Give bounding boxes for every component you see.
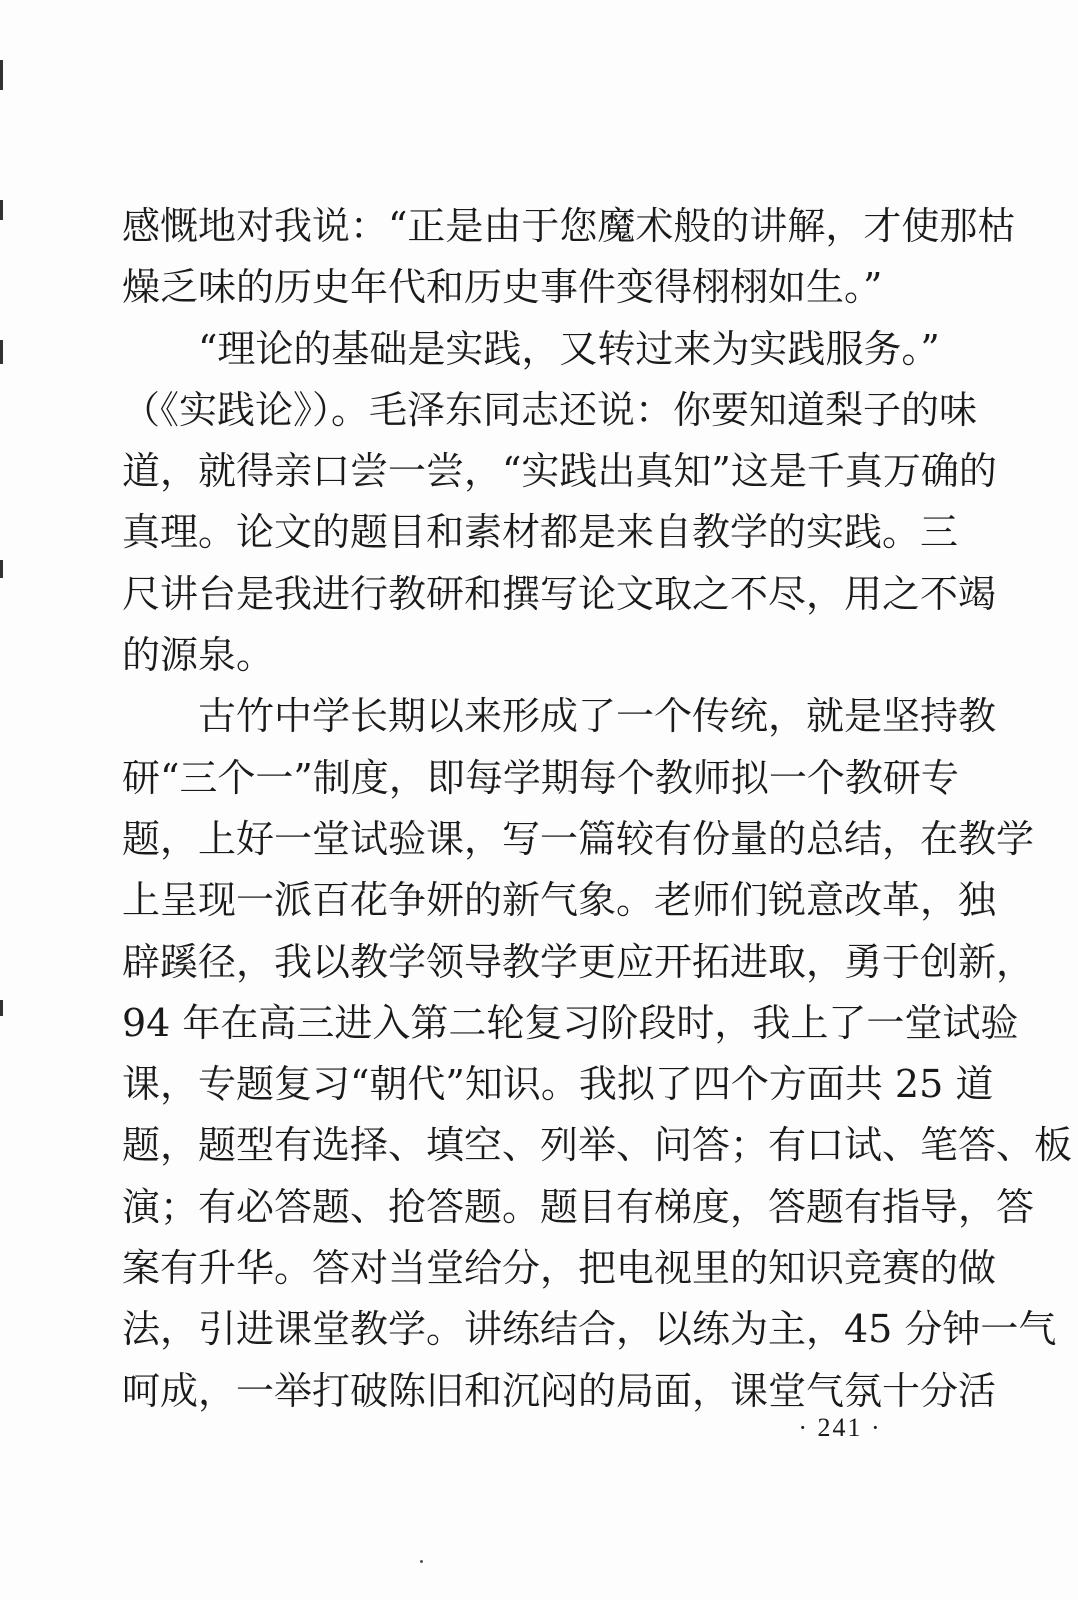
text-line: 真理。论文的题目和素材都是来自教学的实践。三	[122, 510, 959, 555]
text-line: 道，就得亲口尝一尝，“实践出真知”这是千真万确的	[122, 449, 997, 494]
text-line: 研“三个一”制度，即每学期每个教师拟一个教研专	[122, 755, 959, 800]
text-line: 燥乏味的历史年代和历史事件变得栩栩如生。”	[122, 265, 883, 310]
text-line: 感慨地对我说：“正是由于您魔术般的讲解，才使那枯	[122, 204, 1016, 248]
text-line: 尺讲台是我进行教研和撰写论文取之不尽，用之不竭	[122, 571, 997, 616]
scan-edge-mark	[0, 340, 3, 364]
text-line: 演；有必答题、抢答题。题目有梯度，答题有指导，答	[122, 1184, 1035, 1229]
text-line: 的源泉。	[122, 633, 275, 678]
scan-edge-mark	[0, 60, 3, 90]
scan-edge-mark	[0, 1000, 3, 1016]
page-number: · 241 ·	[798, 1413, 882, 1442]
text-line: 94 年在高三进入第二轮复习阶段时，我上了一堂试验	[122, 1000, 1019, 1045]
scan-speck	[420, 1560, 423, 1563]
text-line: 上呈现一派百花争妍的新气象。老师们锐意改革，独	[122, 878, 997, 923]
text-line: 辟蹊径，我以教学领导教学更应开拓进取，勇于创新，	[122, 939, 1035, 984]
text-line: 呵成，一举打破陈旧和沉闷的局面，课堂气氛十分活	[122, 1368, 997, 1413]
body-text	[122, 196, 1073, 1422]
scan-edge-mark	[0, 560, 3, 578]
text-line: “理论的基础是实践，又转过来为实践服务。”	[122, 326, 940, 371]
text-line: 题，题型有选择、填空、列举、问答；有口试、笔答、板	[122, 1123, 1073, 1168]
text-line: 案有升华。答对当堂给分，把电视里的知识竞赛的做	[122, 1246, 997, 1291]
scan-edge-mark	[0, 200, 3, 220]
text-line: 古竹中学长期以来形成了一个传统，就是坚持教	[122, 694, 997, 739]
text-line: （《实践论》）。毛泽东同志还说：你要知道梨子的味	[122, 387, 978, 432]
text-line: 法，引进课堂教学。讲练结合，以练为主，45 分钟一气	[122, 1307, 1057, 1352]
text-line: 题，上好一堂试验课，写一篇较有份量的总结，在教学	[122, 816, 1035, 861]
text-line: 课，专题复习“朝代”知识。我拟了四个方面共 25 道	[122, 1062, 994, 1107]
